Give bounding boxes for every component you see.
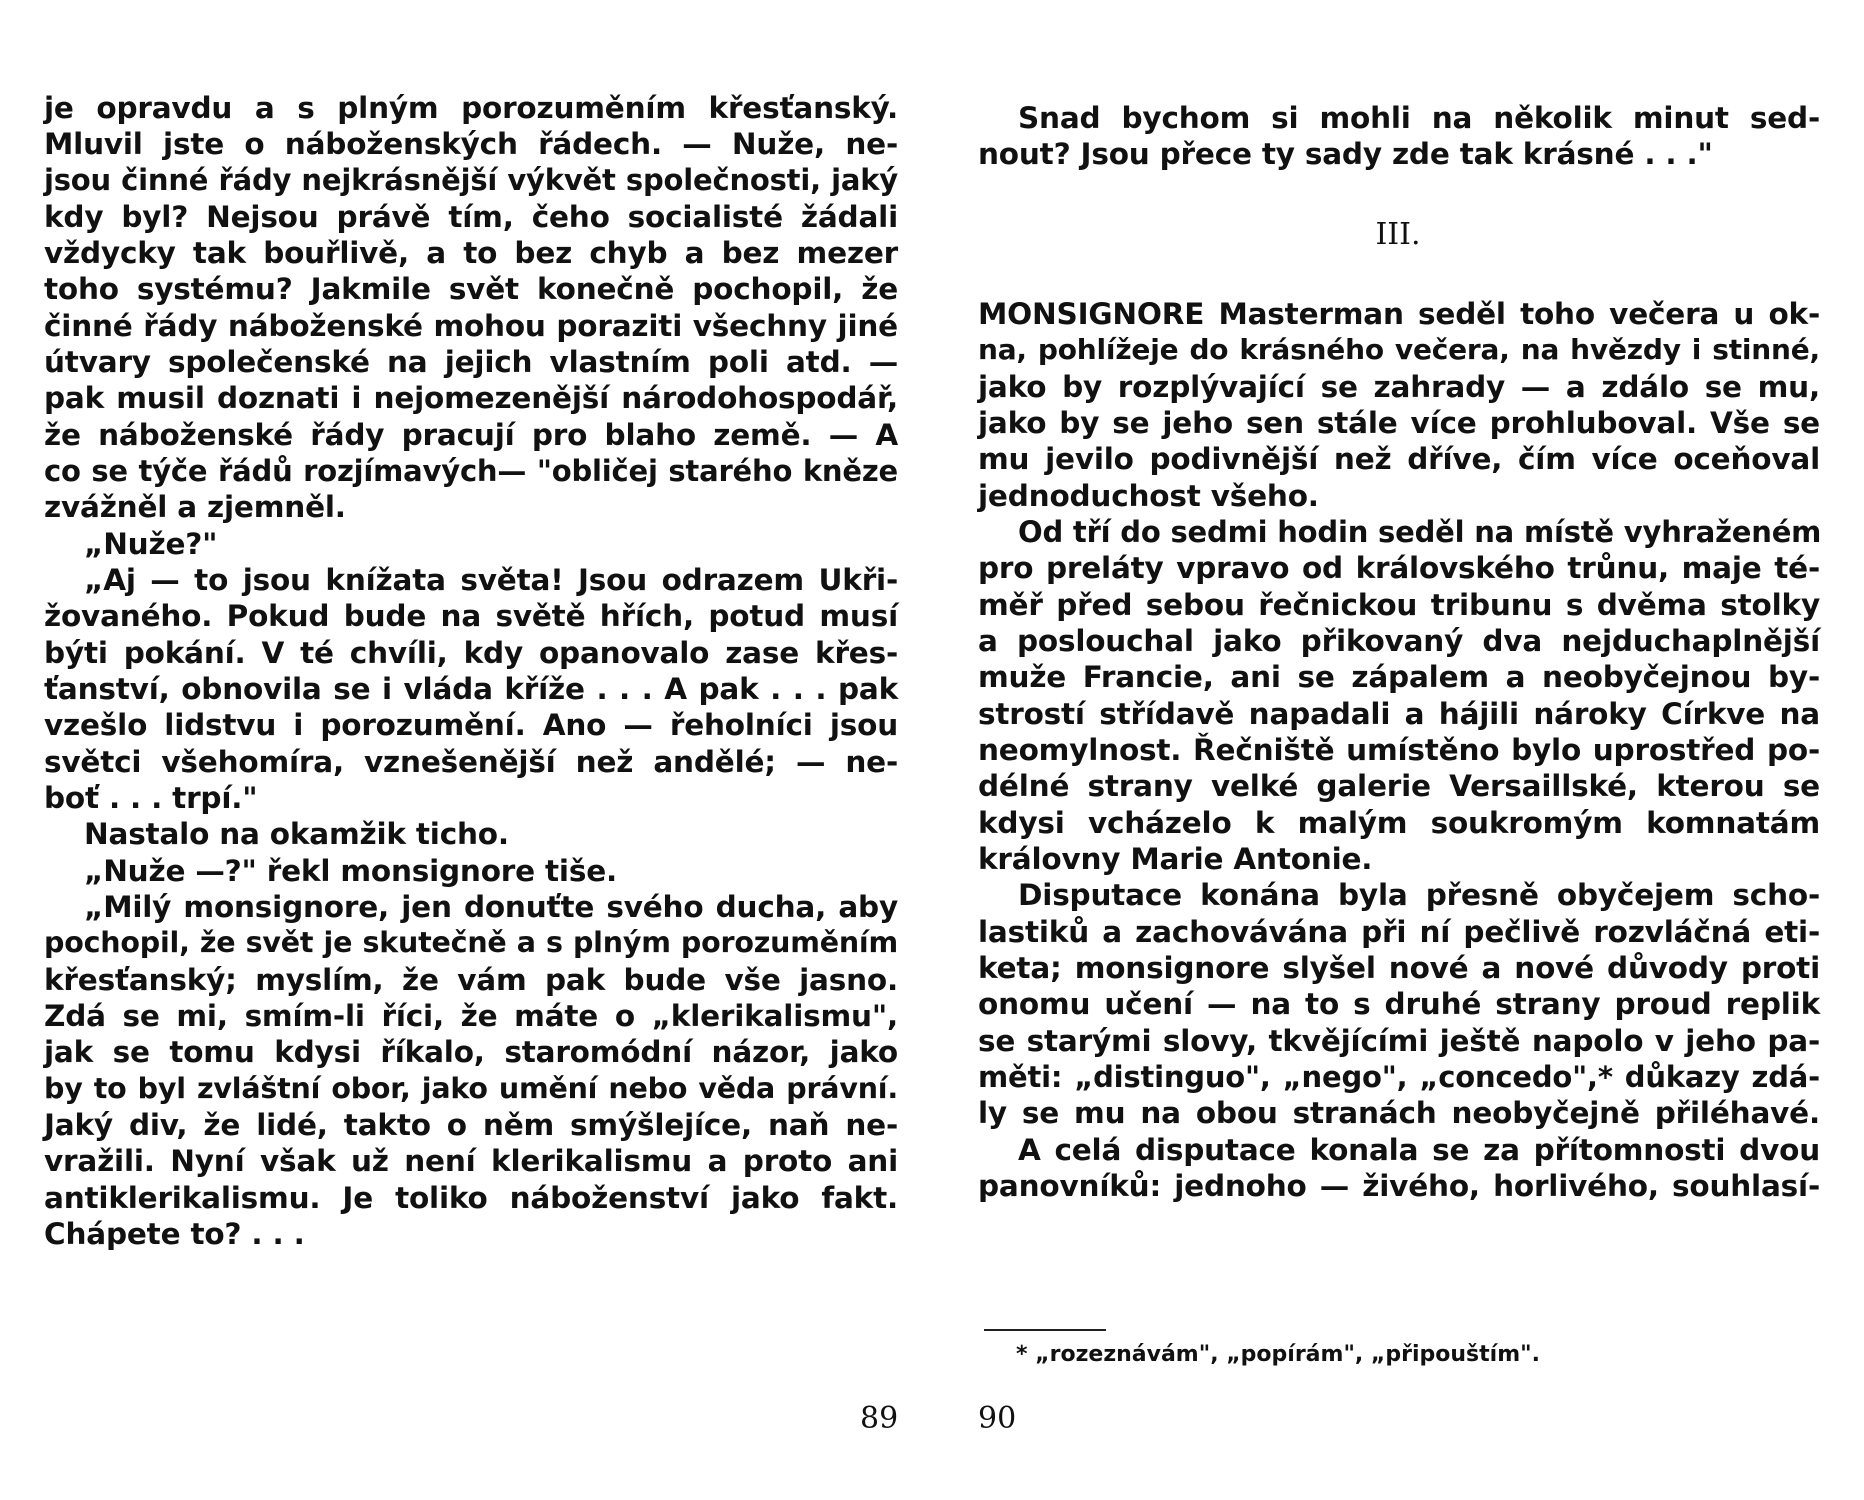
right-page bbox=[932, 0, 1864, 1500]
text-line: strostí střídavě napadali a hájili nároky Církve na bbox=[978, 697, 1820, 731]
text-line: Chápete to? . . . bbox=[44, 1217, 305, 1251]
text-line: antiklerikalismu. Je toliko náboženství jako fakt. bbox=[44, 1181, 898, 1215]
text-line: boť . . . trpí." bbox=[44, 781, 258, 815]
text-line: měř před sebou řečnickou tribunu s dvěma stolky bbox=[978, 588, 1820, 622]
text-line: ťanství, obnovila se i vláda kříže . . . A pak . . . pak bbox=[44, 672, 898, 706]
page-number: 89 bbox=[860, 1401, 899, 1436]
text-line: muže Francie, ani se zápalem a neobyčejnou by- bbox=[978, 660, 1820, 694]
page-number: 90 bbox=[978, 1401, 1017, 1436]
text-line: jsou činné řády nejkrásnější výkvět společnosti, jaký bbox=[44, 163, 898, 197]
text-line: „Nuže —?" řekl monsignore tiše. bbox=[84, 854, 618, 888]
text-line: křesťanský; myslím, že vám pak bude vše jasno. bbox=[44, 963, 898, 997]
text-line: vždycky tak bouřlivě, a to bez chyb a bez mezer bbox=[44, 236, 898, 270]
text-line: panovníků: jednoho — živého, horlivého, souhlasí- bbox=[978, 1169, 1820, 1203]
text-line: nout? Jsou přece ty sady zde tak krásné . . ." bbox=[978, 137, 1713, 171]
footnote-rule bbox=[984, 1329, 1106, 1331]
footnote: * „rozeznávám", „popírám", „připouštím". bbox=[1016, 1342, 1540, 1367]
text-line: lastiků a zachovávána při ní pečlivě rozvláčná eti- bbox=[978, 915, 1820, 949]
text-line: světci všehomíra, vznešenější než andělé; — ne- bbox=[44, 745, 898, 779]
text-line: toho systému? Jakmile svět konečně pochopil, že bbox=[44, 272, 898, 306]
text-line: královny Marie Antonie. bbox=[978, 842, 1373, 876]
text-line: Disputace konána byla přesně obyčejem scho- bbox=[1018, 878, 1820, 912]
text-line: a poslouchal jako přikovaný dva nejduchaplnější bbox=[978, 624, 1820, 658]
text-line: neomylnost. Řečniště umístěno bylo uprostřed po- bbox=[978, 733, 1820, 767]
text-line: býti pokání. V té chvíli, kdy opanovalo zase křes- bbox=[44, 636, 898, 670]
text-line: Zdá se mi, smím-li říci, že máte o „klerikalismu", bbox=[44, 999, 898, 1033]
text-line: měti: „distinguo", „nego", „concedo",* důkazy zdá- bbox=[978, 1060, 1820, 1094]
text-line: MONSIGNORE Masterman seděl toho večera u ok- bbox=[978, 297, 1820, 331]
text-line: vražili. Nyní však už není klerikalismu a proto ani bbox=[44, 1144, 898, 1178]
text-line: „Aj — to jsou knížata světa! Jsou odrazem Ukři- bbox=[84, 563, 898, 597]
text-line: by to byl zvláštní obor, jako umění nebo věda právní. bbox=[44, 1072, 898, 1105]
text-line: délné strany velké galerie Versaillské, kterou se bbox=[978, 769, 1820, 803]
text-line: se starými slovy, tkvějícími ještě napolo v jeho pa- bbox=[978, 1024, 1820, 1058]
text-line: „Milý monsignore, jen donuťte svého ducha, aby bbox=[84, 890, 898, 924]
text-line: Snad bychom si mohli na několik minut sed- bbox=[1018, 101, 1820, 135]
text-line: pro preláty vpravo od královského trůnu, maje té- bbox=[978, 551, 1820, 585]
text-line: kdy byl? Nejsou právě tím, čeho socialisté žádali bbox=[44, 200, 898, 234]
text-line: mu jevilo podivnější než dříve, čím více oceňoval bbox=[978, 442, 1820, 476]
text-line: Mluvil jste o náboženských řádech. — Nuže, ne- bbox=[44, 127, 898, 161]
text-line: jak se tomu kdysi říkalo, staromódní názor, jako bbox=[44, 1035, 898, 1069]
text-line: pak musil doznati i nejomezenější národohospodář, bbox=[44, 381, 898, 415]
text-line: Nastalo na okamžik ticho. bbox=[84, 817, 509, 851]
text-line: jako by rozplývající se zahrady — a zdálo se mu, bbox=[978, 370, 1820, 404]
text-line: jednoduchost všeho. bbox=[978, 479, 1319, 513]
text-line: Od tří do sedmi hodin seděl na místě vyhraženém bbox=[1018, 515, 1822, 549]
text-line: je opravdu a s plným porozuměním křesťanský. bbox=[44, 91, 898, 125]
text-line: co se týče řádů rozjímavých— "obličej starého kněze bbox=[44, 454, 898, 488]
text-line: keta; monsignore slyšel nové a nové důvody proti bbox=[978, 951, 1820, 985]
text-line: činné řády náboženské mohou poraziti všechny jiné bbox=[44, 309, 898, 343]
text-line: „Nuže?" bbox=[84, 527, 218, 561]
text-line: kdysi vcházelo k malým soukromým komnatám bbox=[978, 806, 1820, 840]
chapter-heading: III. bbox=[1375, 217, 1421, 252]
text-line: ly se mu na obou stranách neobyčejně přiléhavé. bbox=[978, 1096, 1820, 1130]
text-line: že náboženské řády pracují pro blaho země. — A bbox=[44, 418, 898, 452]
text-line: žovaného. Pokud bude na světě hřích, potud musí bbox=[44, 599, 898, 633]
text-line: A celá disputace konala se za přítomnosti dvou bbox=[1018, 1133, 1820, 1167]
text-line: útvary společenské na jejich vlastním poli atd. — bbox=[44, 345, 898, 379]
text-line: na, pohlížeje do krásného večera, na hvězdy i stinné, bbox=[978, 333, 1820, 366]
text-line: jako by se jeho sen stále více prohluboval. Vše se bbox=[978, 406, 1820, 440]
text-line: pochopil, že svět je skutečně a s plným porozuměním bbox=[44, 926, 898, 959]
text-line: Jaký div, že lidé, takto o něm smýšlejíce, naň ne- bbox=[44, 1108, 898, 1142]
text-line: vzešlo lidstvu i porozumění. Ano — řeholníci jsou bbox=[44, 708, 898, 742]
text-line: zvážněl a zjemněl. bbox=[44, 490, 346, 524]
text-line: onomu učení — na to s druhé strany proud replik bbox=[978, 987, 1820, 1021]
